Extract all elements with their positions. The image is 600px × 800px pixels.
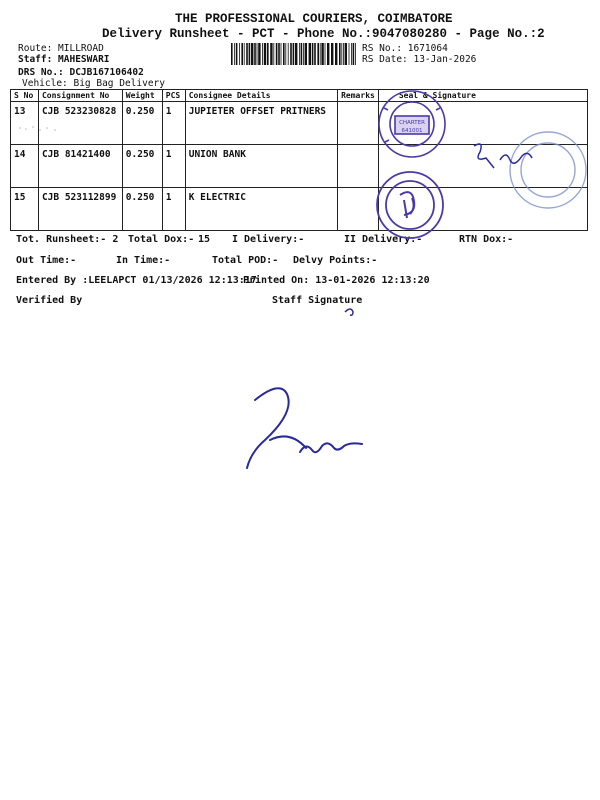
total-dox: Total Dox:- <box>128 234 195 245</box>
route: Route: MILLROAD <box>18 43 104 54</box>
ii-delivery: II Delivery:- <box>344 234 423 245</box>
cell-consignment: CJB 523230828 <box>38 102 122 145</box>
total-dox-value: 15 <box>198 234 211 245</box>
cell-sno: 13 <box>11 102 39 145</box>
col-seal: Seal & Signature <box>378 90 587 102</box>
bank-seal-stamp <box>377 172 443 238</box>
cell-consignment: CJB 81421400 <box>38 145 122 188</box>
cell-consignee: K ELECTRIC <box>185 188 337 231</box>
runsheet-subtitle: Delivery Runsheet - PCT - Phone No.:9047080280 - Page No.:2 <box>102 27 545 41</box>
entered-by: Entered By :LEELAPCT 01/13/2026 12:13:17 <box>16 275 257 286</box>
col-sno: S No <box>11 90 39 102</box>
col-consignment: Consignment No <box>38 90 122 102</box>
col-consignee: Consignee Details <box>185 90 337 102</box>
delvy-points: Delvy Points:- <box>293 255 378 266</box>
cell-consignee: UNION BANK <box>185 145 337 188</box>
cell-pcs: 1 <box>162 188 185 231</box>
company-seal-stamp <box>379 91 445 157</box>
cell-pcs: 1 <box>162 102 185 145</box>
col-remarks: Remarks <box>338 90 379 102</box>
rtn-dox: RTN Dox:- <box>459 234 514 245</box>
cell-weight: 0.250 <box>122 188 162 231</box>
cell-consignee: JUPIETER OFFSET PRITNERS <box>185 102 337 145</box>
cell-weight: 0.250 <box>122 145 162 188</box>
tot-runsheet: Tot. Runsheet:- 2 <box>16 234 119 245</box>
drs-number: DRS No.: DCJB167106402 <box>18 67 144 78</box>
staff-signature-label: Staff Signature <box>272 295 363 306</box>
rs-date: RS Date: 13-Jan-2026 <box>362 54 477 65</box>
cell-sno: 14 <box>11 145 39 188</box>
staff-signature-mark <box>345 309 353 315</box>
verified-by: Verified By <box>16 295 83 306</box>
staff-signature <box>247 388 362 468</box>
col-pcs: PCS <box>162 90 185 102</box>
in-time: In Time:- <box>116 255 171 266</box>
printed-on: Printed On: 13-01-2026 12:13:20 <box>243 275 430 286</box>
signature-row14 <box>474 144 532 168</box>
staff: Staff: MAHESWARI <box>18 54 110 65</box>
cell-pcs: 1 <box>162 145 185 188</box>
col-weight: Weight <box>122 90 162 102</box>
stamp-text: CHARTER <box>399 120 425 126</box>
out-time: Out Time:- <box>16 255 77 266</box>
stamp-subtext: 641001 <box>401 128 423 134</box>
smudge-dots <box>19 126 56 131</box>
cell-weight: 0.250 <box>122 102 162 145</box>
rs-number: RS No.: 1671064 <box>362 43 448 54</box>
vehicle: Vehicle: Big Bag Delivery <box>22 78 165 89</box>
cell-consignment: CJB 523112899 <box>38 188 122 231</box>
i-delivery: I Delivery:- <box>232 234 305 245</box>
round-seal-stamp <box>510 132 586 208</box>
company-title: THE PROFESSIONAL COURIERS, COIMBATORE <box>175 12 453 26</box>
cell-sno: 15 <box>11 188 39 231</box>
total-pod: Total POD:- <box>212 255 279 266</box>
